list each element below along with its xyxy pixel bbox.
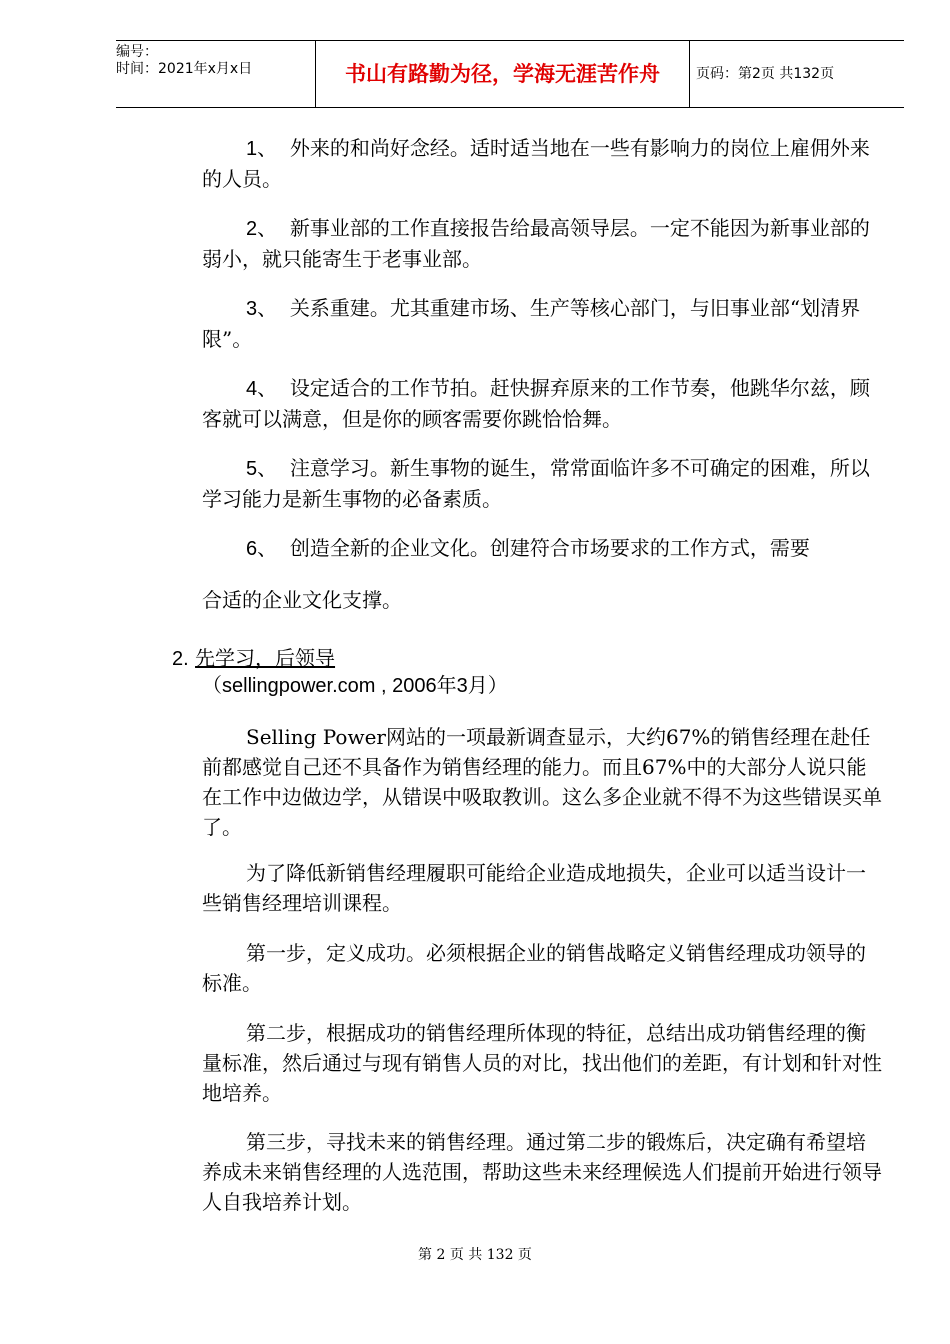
body-paragraph: 为了降低新销售经理履职可能给企业造成地损失，企业可以适当设计一些销售经理培训课程。 (202, 861, 866, 915)
body-paragraph: 第一步，定义成功。必须根据企业的销售战略定义销售经理成功领导的标准。 (202, 941, 866, 995)
body-paragraph: 第二步，根据成功的销售经理所体现的特征，总结出成功销售经理的衡量标准，然后通过与现有销售人员的对比，找出他们的差距，有计划和针对性地培养。 (202, 1021, 882, 1105)
list-item: 2、 新事业部的工作直接报告给最高领导层。一定不能因为新事业部的弱小，就只能寄生于老事业部。 (202, 216, 870, 271)
section-number: 2. (172, 648, 189, 670)
list-item: 4、 设定适合的工作节拍。赶快摒弃原来的工作节奏，他跳华尔兹，顾客就可以满意，但是你的顾客需要你跳恰恰舞。 (202, 376, 870, 431)
header-time-label: 时间：2021年x月x日 (116, 61, 253, 77)
list-item: 3、 关系重建。尤其重建市场、生产等核心部门，与旧事业部“划清界限”。 (202, 296, 861, 351)
header-page-label: 页码：第2页 共132页 (696, 66, 835, 82)
section-title: 先学习，后领导 (195, 646, 336, 670)
list-item-continuation: 合适的企业文化支撑。 (202, 588, 402, 612)
list-item: 1、 外来的和尚好念经。适时适当地在一些有影响力的岗位上雇佣外来的人员。 (202, 136, 870, 191)
section-heading (172, 644, 335, 673)
header-motto: 书山有路勤为径，学海无涯苦作舟 (315, 41, 690, 107)
page-header (116, 40, 904, 108)
page-footer: 第 2 页 共 132 页 (418, 1247, 532, 1263)
list-item: 5、 注意学习。新生事物的诞生，常常面临许多不可确定的困难，所以学习能力是新生事物的必备素质。 (202, 456, 870, 511)
body-paragraph: Selling Power网站的一项最新调查显示，大约67%的销售经理在赴任前都感觉自己还不具备作为销售经理的能力。而且67%中的大部分人说只能在工作中边做边学，从错误中吸取教训。这么多企业就不得不为这些错误买单了。 (202, 725, 882, 839)
body-paragraph: 第三步，寻找未来的销售经理。通过第二步的锻炼后，决定确有希望培养成未来销售经理的人选范围，帮助这些未来经理候选人们提前开始进行领导人自我培养计划。 (202, 1130, 882, 1214)
list-item: 6、 创造全新的企业文化。创建符合市场要求的工作方式，需要 (246, 536, 810, 560)
header-meta (116, 41, 315, 110)
section-source: （sellingpower.com , 2006年3月） (202, 675, 508, 697)
header-number-label: 编号： (116, 44, 158, 60)
